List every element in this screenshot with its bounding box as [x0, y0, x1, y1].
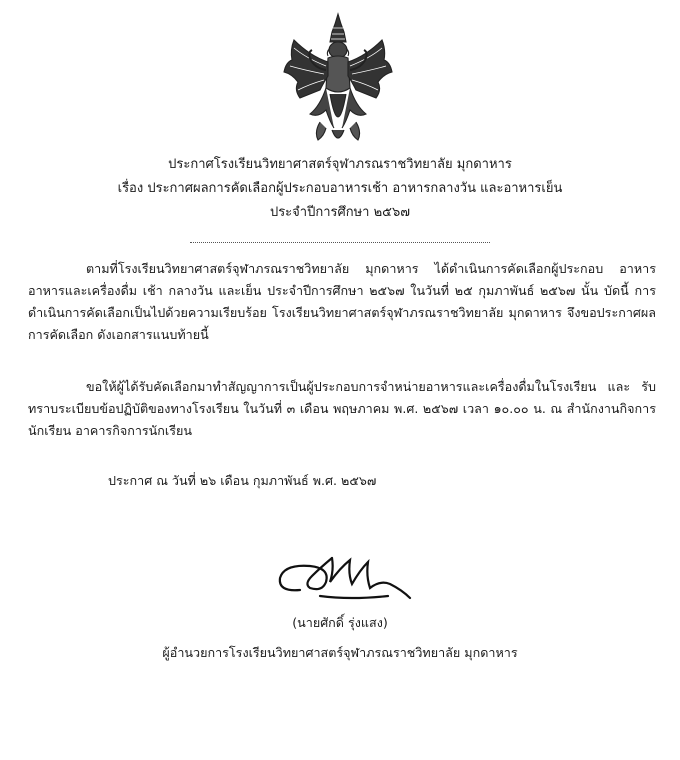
- paragraph-1-text: ตามที่โรงเรียนวิทยาศาสตร์จุฬาภรณราชวิทยาลัย มุกดาหาร ได้ดำเนินการคัดเลือกผู้ประกอบ อาหารอาหารและเครื่องดื่ม เช้า กลางวัน และเย็น ประจำปีการศึกษา ๒๕๖๗ ในวันที่ ๒๕ กุมภาพันธ์ ๒๕๖๗ นั้น บัดนี้ การดำเนินการคัดเลือกเป็นไปด้วยความเรียบร้อย โรงเรียนวิทยาศาสตร์จุฬาภรณราชวิทยาลัย มุกดาหาร จึงขอประกาศผลการคัดเลือก ดังเอกสารแนบท้ายนี้: [28, 261, 656, 342]
- announce-date-text: ประกาศ ณ วันที่ ๒๖ เดือน กุมภาพันธ์ พ.ศ. ๒๕๖๗: [108, 473, 377, 488]
- announcement-subject: เรื่อง ประกาศผลการคัดเลือกผู้ประกอบอาหารเช้า อาหารกลางวัน และอาหารเย็น: [117, 181, 563, 196]
- handwritten-signature: [270, 540, 420, 610]
- paragraph-2: [28, 376, 656, 442]
- announcement-title: ประกาศโรงเรียนวิทยาศาสตร์จุฬาภรณราชวิทยาลัย มุกดาหาร: [168, 157, 512, 172]
- signer-name: (นายศักดิ์ รุ่งแสง): [292, 615, 388, 630]
- announce-date: [28, 470, 656, 492]
- paragraph-2-text: ขอให้ผู้ได้รับคัดเลือกมาทำสัญญาการเป็นผู้ประกอบการจำหน่ายอาหารและเครื่องดื่มในโรงเรียน และ รับทราบระเบียบข้อปฏิบัติของทางโรงเรียน ในวันที่ ๓ เดือน พฤษภาคม พ.ศ. ๒๕๖๗ เวลา ๑๐.๐๐ น. ณ สำนักงานกิจการนักเรียน อาคารกิจการนักเรียน: [28, 379, 656, 438]
- garuda-emblem-icon: [280, 10, 396, 150]
- academic-year: ประจำปีการศึกษา ๒๕๖๗: [269, 205, 411, 220]
- paragraph-1: [28, 258, 656, 346]
- separator-line: [190, 242, 490, 243]
- signer-position: ผู้อำนวยการโรงเรียนวิทยาศาสตร์จุฬาภรณราชวิทยาลัย มุกดาหาร: [162, 645, 518, 660]
